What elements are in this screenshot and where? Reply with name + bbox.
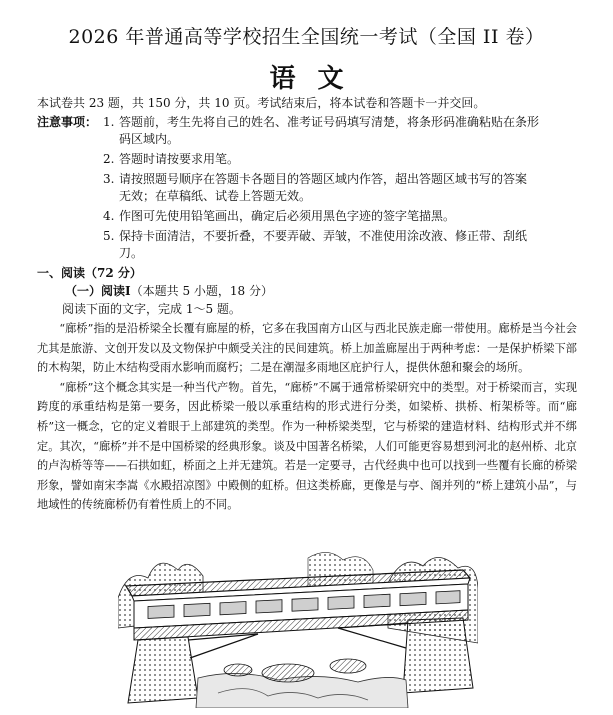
note-text: 保持卡面清洁，不要折叠，不要弄破、弄皱，不准使用涂改液、修正带、刮纸 xyxy=(119,229,528,243)
sub-heading-bold: （一）阅读Ⅰ xyxy=(65,284,131,298)
note-num: 2. xyxy=(103,152,115,166)
sub-heading-rest: （本题共 5 小题，18 分） xyxy=(130,284,273,298)
note-num: 3. xyxy=(103,172,115,186)
passage-paragraph-1: “廊桥”指的是沿桥梁全长覆有廊屋的桥，它多在我国南方山区与西北民族走廊一带使用。廊桥是当今社会尤其是旅游、文创开发以及文物保护中颇受关注的民间建筑。桥上加盖廊屋出于两种考虑：一是保护桥梁下部的木构架，防止木结构受雨水影响而腐朽；二是在潮湿多雨地区庇护行人，提供休憩和聚会的场所。 xyxy=(37,322,577,375)
reading-instruction: 阅读下面的文字，完成 1～5 题。 xyxy=(62,302,241,316)
note-item-3 xyxy=(103,171,527,187)
intro-line: 本试卷共 23 题，共 150 分，共 10 页。考试结束后，将本试卷和答题卡一并交回。 xyxy=(37,96,486,110)
note-text: 请按照题号顺序在答题卡各题目的答题区域内作答，超出答题区域书写的答案 xyxy=(119,172,528,186)
subject-title: 语文 xyxy=(269,64,366,94)
covered-bridge-illustration xyxy=(118,548,478,708)
note-num: 1. xyxy=(103,115,115,129)
note-item-2 xyxy=(103,151,239,167)
note-num: 4. xyxy=(103,209,115,223)
passage-paragraph-2: “廊桥”这个概念其实是一种当代产物。首先，“廊桥”不属于通常桥梁研究中的类型。对于桥梁而言，实现跨度的承重结构是第一要务，因此桥梁一般以承重结构的形式进行分类，如梁桥、拱桥、桁架桥等。而“廊桥”这一概念，它的定义着眼于上部建筑的类型。作为一种桥梁类型，它与桥梁的建造材料、结构形式并不绑定。其次，“廊桥”并不是中国桥梁的经典形象。谈及中国著名桥梁，人们可能更容易想到河北的赵州桥、北京的卢沟桥等等——石拱如虹，桥面之上并无建筑。若是一定要寻，古代经典中也可以找到一些覆有长廊的桥梁形象，譬如南宋李嵩《水殿招凉图》中殿侧的虹桥。但这类桥廊，更像是与亭、阁并列的“桥上建筑小品”，与地域性的传统廊桥仍有着性质上的不同。 xyxy=(37,380,577,512)
note-text-cont: 刀。 xyxy=(119,246,144,260)
note-item-1 xyxy=(103,114,539,130)
reading-passage xyxy=(37,319,577,515)
section-heading: 一、阅读（72 分） xyxy=(37,266,142,280)
note-item-4 xyxy=(103,208,455,224)
note-num: 5. xyxy=(103,229,115,243)
exam-title: 2026 年普通高等学校招生全国统一考试（全国 II 卷） xyxy=(68,26,545,48)
sub-section-heading xyxy=(65,283,273,299)
notes-label: 注意事项： xyxy=(37,115,98,129)
note-text-cont: 无效；在草稿纸、试卷上答题无效。 xyxy=(119,189,312,203)
note-text: 答题前，考生先将自己的姓名、准考证号码填写清楚，将条形码准确粘贴在条形 xyxy=(119,115,540,129)
note-text: 作图可先使用铅笔画出，确定后必须用黑色字迹的签字笔描黑。 xyxy=(119,209,456,223)
note-item-5 xyxy=(103,228,527,244)
note-text: 答题时请按要求用笔。 xyxy=(119,152,240,166)
note-text-cont: 码区域内。 xyxy=(119,132,180,146)
